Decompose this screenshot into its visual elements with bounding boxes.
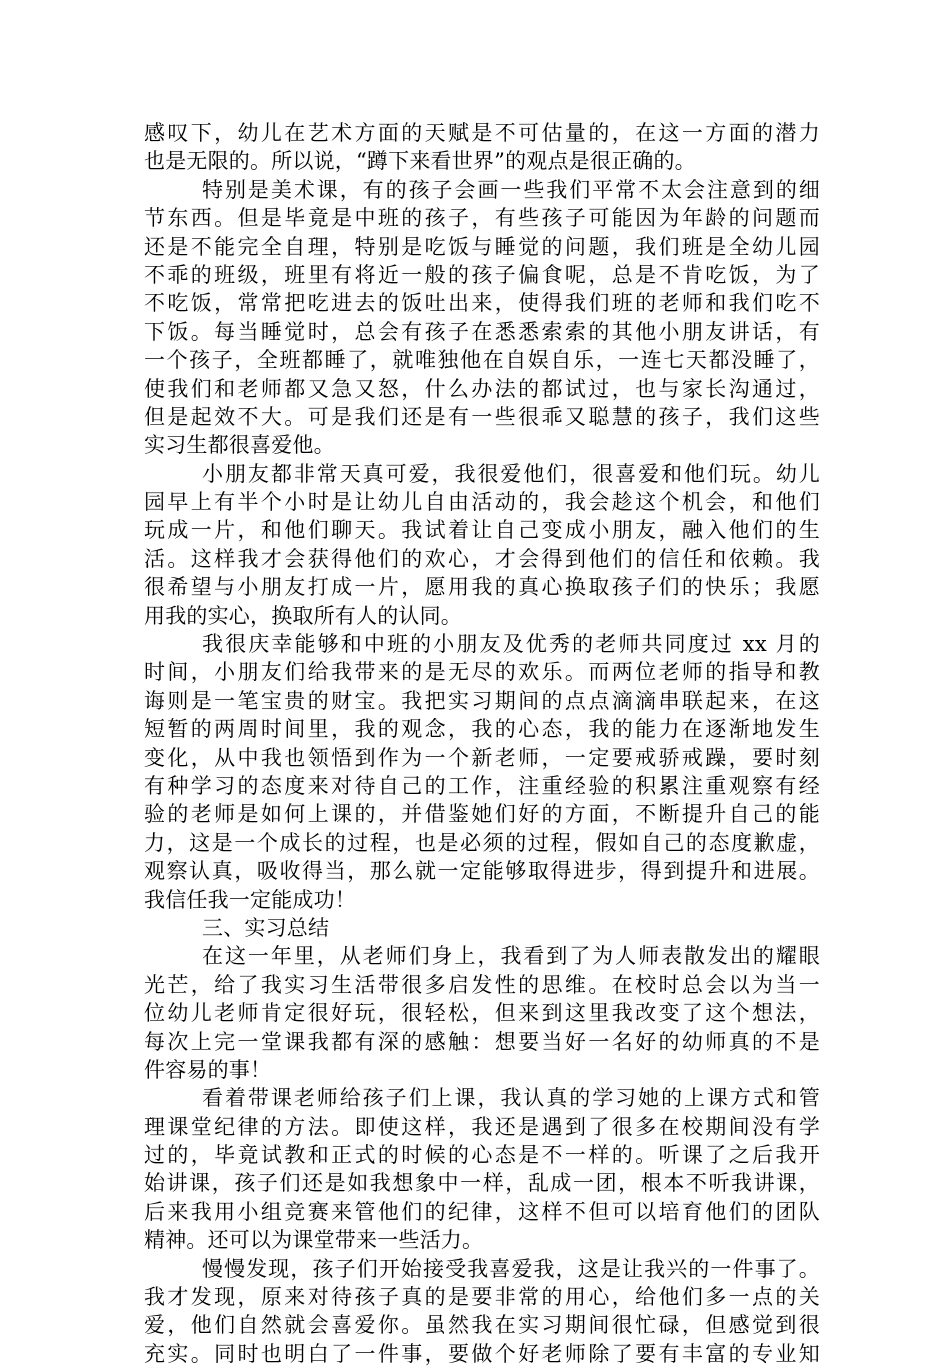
text-line: 过的，毕竟试教和正式的时候的心态是不一样的。听课了之后我开 <box>144 1143 820 1168</box>
text-line: 变化，从中我也领悟到作为一个新老师，一定要戒骄戒躁，要时刻 <box>144 745 820 770</box>
text-line: 特别是美术课，有的孩子会画一些我们平常不太会注意到的细 <box>202 177 820 202</box>
text-line: 有种学习的态度来对待自己的工作，注重经验的积累注重观察有经 <box>144 773 820 798</box>
text-line: 使我们和老师都又急又怒，什么办法的都试过，也与家长沟通过， <box>144 376 820 401</box>
text-line: 验的老师是如何上课的，并借鉴她们好的方面，不断提升自己的能 <box>144 802 820 827</box>
text-line: 活。这样我才会获得他们的欢心，才会得到他们的信任和依赖。我 <box>144 546 820 571</box>
text-line: 观察认真，吸收得当，那么就一定能够取得进步，得到提升和进展。 <box>144 859 820 884</box>
text-line: 实习生都很喜爱他。 <box>144 433 335 458</box>
text-line: 用我的实心，换取所有人的认同。 <box>144 603 462 628</box>
text-line: 每次上完一堂课我都有深的感触：想要当好一名好的幼师真的不是 <box>144 1029 820 1054</box>
text-line: 爱，他们自然就会喜爱你。虽然我在实习期间很忙碌，但感觉到很 <box>144 1313 820 1338</box>
text-line: 始讲课，孩子们还是如我想象中一样，乱成一团，根本不听我讲课， <box>144 1171 820 1196</box>
text-line: 还是不能完全自理，特别是吃饭与睡觉的问题，我们班是全幼儿园 <box>144 234 820 259</box>
text-line: 诲则是一笔宝贵的财宝。我把实习期间的点点滴滴串联起来，在这 <box>144 688 820 713</box>
text-line: 后来我用小组竞赛来管他们的纪律，这样不但可以培育他们的团队 <box>144 1199 820 1224</box>
text-line: 我才发现，原来对待孩子真的是要非常的用心，给他们多一点的关 <box>144 1285 820 1310</box>
text-line: 很希望与小朋友打成一片，愿用我的真心换取孩子们的快乐；我愿 <box>144 575 820 600</box>
text-line: 理课堂纪律的方法。即使这样，我还是遇到了很多在校期间没有学 <box>144 1114 820 1139</box>
text-line: 园早上有半个小时是让幼儿自由活动的，我会趁这个机会，和他们 <box>144 490 820 515</box>
text-line: 力，这是一个成长的过程，也是必须的过程，假如自己的态度歉虚， <box>144 830 820 855</box>
text-line: 但是起效不大。可是我们还是有一些很乖又聪慧的孩子，我们这些 <box>144 404 820 429</box>
text-line: 在这一年里，从老师们身上，我看到了为人师表散发出的耀眼 <box>202 944 820 969</box>
text-line: 光芒，给了我实习生活带很多启发性的思维。在校时总会以为当一 <box>144 972 820 997</box>
text-line: 位幼儿老师肯定很好玩，很轻松，但来到这里我改变了这个想法， <box>144 1001 820 1026</box>
text-line: 看着带课老师给孩子们上课，我认真的学习她的上课方式和管 <box>202 1086 820 1111</box>
text-line: 节东西。但是毕竟是中班的孩子，有些孩子可能因为年龄的问题而 <box>144 206 820 231</box>
text-line: 时间，小朋友们给我带来的是无尽的欢乐。而两位老师的指导和教 <box>144 660 820 685</box>
text-line: 下饭。每当睡觉时，总会有孩子在悉悉索索的其他小朋友讲话，有 <box>144 319 820 344</box>
text-line: 不乖的班级，班里有将近一般的孩子偏食呢，总是不肯吃饭，为了 <box>144 262 820 287</box>
text-line: 充实。同时也明白了一件事，要做个好老师除了要有丰富的专业知 <box>144 1341 820 1366</box>
text-line: 一个孩子，全班都睡了，就唯独他在自娱自乐，一连七天都没睡了， <box>144 348 820 373</box>
text-line: 三、实习总结 <box>202 915 330 940</box>
text-line: 玩成一片，和他们聊天。我试着让自己变成小朋友，融入他们的生 <box>144 518 820 543</box>
document-body <box>144 119 820 1368</box>
text-line: 件容易的事！ <box>144 1057 272 1082</box>
text-line: 短暂的两周时间里，我的观念，我的心态，我的能力在逐渐地发生 <box>144 717 820 742</box>
text-line: 慢慢发现，孩子们开始接受我喜爱我，这是让我兴的一件事了。 <box>202 1256 820 1281</box>
text-line: 我信任我一定能成功！ <box>144 887 356 912</box>
text-line: 小朋友都非常天真可爱，我很爱他们，很喜爱和他们玩。幼儿 <box>202 461 820 486</box>
text-line: 也是无限的。所以说，“蹲下来看世界”的观点是很正确的。 <box>144 149 696 174</box>
text-line: 感叹下，幼儿在艺术方面的天赋是不可估量的，在这一方面的潜力 <box>144 121 820 145</box>
text-line: 不吃饭，常常把吃进去的饭吐出来，使得我们班的老师和我们吃不 <box>144 291 820 316</box>
text-line: 我很庆幸能够和中班的小朋友及优秀的老师共同度过 xx 月的 <box>202 632 820 657</box>
text-line: 精神。还可以为课堂带来一些活力。 <box>144 1228 484 1253</box>
